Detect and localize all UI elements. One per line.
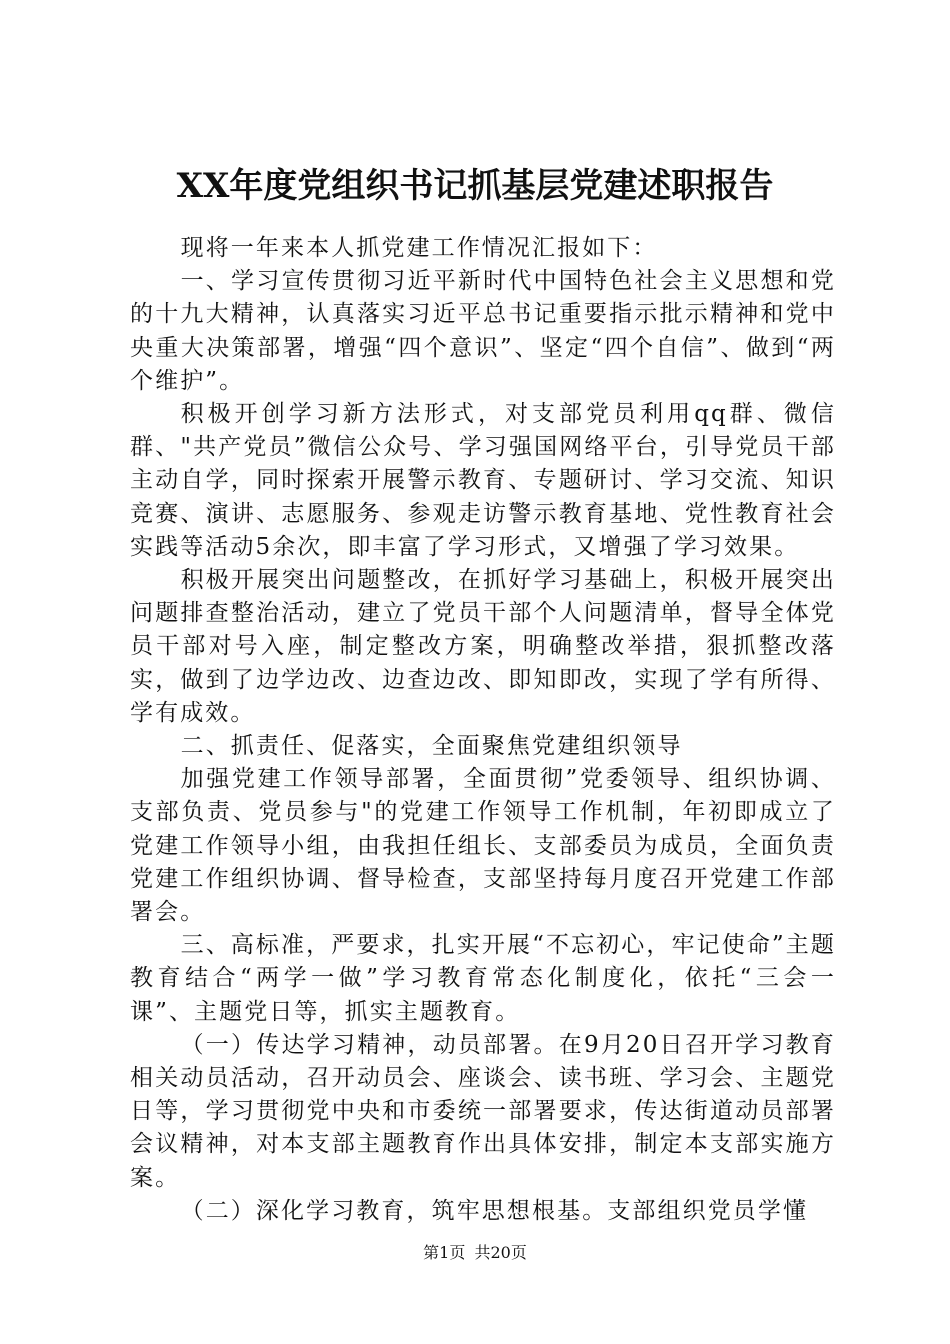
paragraph: 加强党建工作领导部署，全面贯彻”党委领导、组织协调、支部负责、党员参与"的党建工作领导工作机制，年初即成立了党建工作领导小组，由我担任组长、支部委员为成员，全面负责党建工作组织协调、督导检查，支部坚持每月度召开党建工作部署会。 bbox=[130, 766, 836, 926]
page-total: 共20页 bbox=[474, 1243, 527, 1262]
page-number: 第1页 bbox=[423, 1243, 466, 1262]
paragraph: 积极开展突出问题整改，在抓好学习基础上，积极开展突出问题排查整治活动，建立了党员干部个人问题清单，督导全体党员干部对号入座，制定整改方案，明确整改举措，狠抓整改落实，做到了边学边改、边查边改、即知即改，实现了学有所得、学有成效。 bbox=[130, 567, 836, 726]
page-footer bbox=[0, 1243, 950, 1263]
paragraph: 二、抓责任、促落实，全面聚焦党建组织领导 bbox=[180, 733, 683, 760]
document-body bbox=[130, 232, 836, 1228]
document-title: XX年度党组织书记抓基层党建述职报告 bbox=[176, 166, 774, 206]
paragraph: 积极开创学习新方法形式，对支部党员利用qq群、微信群、"共产党员”微信公众号、学习强国网络平台，引导党员干部主动自学，同时探索开展警示教育、专题研讨、学习交流、知识竞赛、演讲、志愿服务、参观走访警示教育基地、党性教育社会实践等活动5余次，即丰富了学习形式，又增强了学习效果。 bbox=[130, 401, 836, 560]
paragraph: 现将一年来本人抓党建工作情况汇报如下： bbox=[180, 235, 658, 261]
paragraph: （二）深化学习教育，筑牢思想根基。支部组织党员学懂 bbox=[180, 1197, 809, 1224]
paragraph: 三、高标准，严要求，扎实开展“不忘初心，牢记使命”主题教育结合“两学一做”学习教育常态化制度化，依托“三会一课”、主题党日等，抓实主题教育。 bbox=[130, 932, 836, 1025]
paragraph: （一）传达学习精神，动员部署。在9月20日召开学习教育相关动员活动，召开动员会、座谈会、读书班、学习会、主题党日等，学习贯彻党中央和市委统一部署要求，传达街道动员部署会议精神，对本支部主题教育作出具体安排，制定本支部实施方案。 bbox=[130, 1031, 836, 1191]
paragraph: 一、学习宣传贯彻习近平新时代中国特色社会主义思想和党的十九大精神，认真落实习近平总书记重要指示批示精神和党中央重大决策部署，增强“四个意识”、坚定“四个自信”、做到“两个维护”。 bbox=[130, 268, 836, 394]
